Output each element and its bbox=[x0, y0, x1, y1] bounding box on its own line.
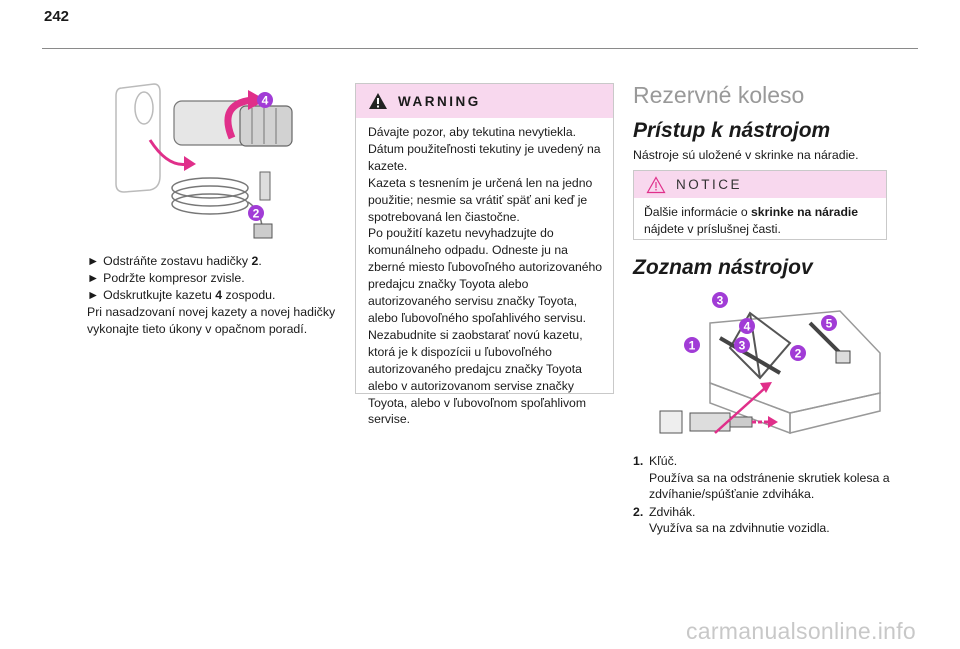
warning-title: WARNING bbox=[398, 93, 481, 109]
tool-description: Používa sa na odstránenie skrutiek kolesa a zdvíhanie/spúšťanie zdviháka. bbox=[649, 470, 890, 501]
warning-triangle-icon bbox=[368, 92, 388, 110]
tools-location-note: Nástroje sú uložené v skrinke na náradie. bbox=[633, 148, 859, 162]
warning-line: Dátum použiteľnosti tekutiny je uvedený na kazete. bbox=[368, 141, 601, 173]
step-3: ► Odskrutkujte kazetu 4 zospodu. bbox=[87, 288, 276, 302]
tool-item bbox=[633, 453, 893, 503]
callout-1: 1 bbox=[688, 338, 696, 353]
notice-triangle-icon bbox=[646, 176, 666, 194]
callout-2: 2 bbox=[794, 346, 802, 361]
notice-box bbox=[633, 170, 887, 240]
reinstall-paragraph: Pri nasadzovaní novej kazety a novej hadičky vykonajte tieto úkony v opačnom poradí. bbox=[87, 305, 336, 336]
tool-number: 1. bbox=[633, 454, 644, 468]
tool-name: Kľúč. bbox=[649, 454, 678, 468]
watermark: carmanualsonline.info bbox=[685, 618, 916, 644]
subheading-tool-access: Prístup k nástrojom bbox=[633, 119, 831, 142]
warning-line: Nezabudnite si zaobstarať novú kazetu, ktorá je k dispozícii u ľubovoľného autorizovaného predajcu značky Toyota alebo v autorizovanom servise značky Toyota, alebo v ľubovoľnom spoľahlivom servise. bbox=[368, 327, 586, 427]
warning-body bbox=[356, 118, 613, 428]
callout-4: 4 bbox=[743, 319, 751, 334]
tool-item bbox=[633, 504, 893, 537]
callout-3-lower: 3 bbox=[738, 338, 746, 353]
subheading-tool-list: Zoznam nástrojov bbox=[633, 256, 813, 279]
tool-list bbox=[633, 453, 893, 538]
warning-line: Po použití kazetu nevyhadzujte do komunálneho odpadu. Odneste ju na zberné miesto ľubovoľného autorizovaného predajcu značky Toyota alebo autorizovaného servisu značky Toyota, alebo ľubovoľného spoľahlivého servisu. bbox=[368, 226, 603, 325]
instructions bbox=[87, 253, 337, 338]
step-2: ► Podržte kompresor zvisle. bbox=[87, 271, 245, 285]
tool-number: 2. bbox=[633, 504, 644, 519]
warning-line: Kazeta s tesnením je určená len na jedno použitie; nesmie sa vrátiť späť ani keď je spotrebovaná len čiastočne. bbox=[368, 175, 593, 224]
callout-3-top: 3 bbox=[716, 293, 724, 308]
header-divider bbox=[42, 48, 918, 49]
warning-header bbox=[356, 84, 613, 118]
tool-box-illustration bbox=[640, 283, 885, 438]
notice-header bbox=[634, 171, 886, 198]
callout-5: 5 bbox=[825, 316, 833, 331]
notice-body: Ďalšie informácie o skrinke na náradie nájdete v príslušnej časti. bbox=[644, 205, 859, 236]
section-title: Rezervné koleso bbox=[633, 82, 805, 108]
warning-line: Dávajte pozor, aby tekutina nevytiekla. bbox=[368, 125, 576, 139]
tool-name: Zdvihák. bbox=[649, 504, 696, 519]
warning-box bbox=[355, 83, 614, 427]
tool-description: Využíva sa na zdvihnutie vozidla. bbox=[649, 521, 830, 535]
page-number: 242 bbox=[44, 8, 70, 25]
callout-2: 2 bbox=[252, 206, 260, 221]
notice-title: NOTICE bbox=[676, 177, 743, 192]
step-1: ► Odstráňte zostavu hadičky 2. bbox=[87, 254, 262, 268]
compressor-cartridge-illustration bbox=[110, 76, 300, 246]
callout-4: 4 bbox=[261, 93, 269, 108]
